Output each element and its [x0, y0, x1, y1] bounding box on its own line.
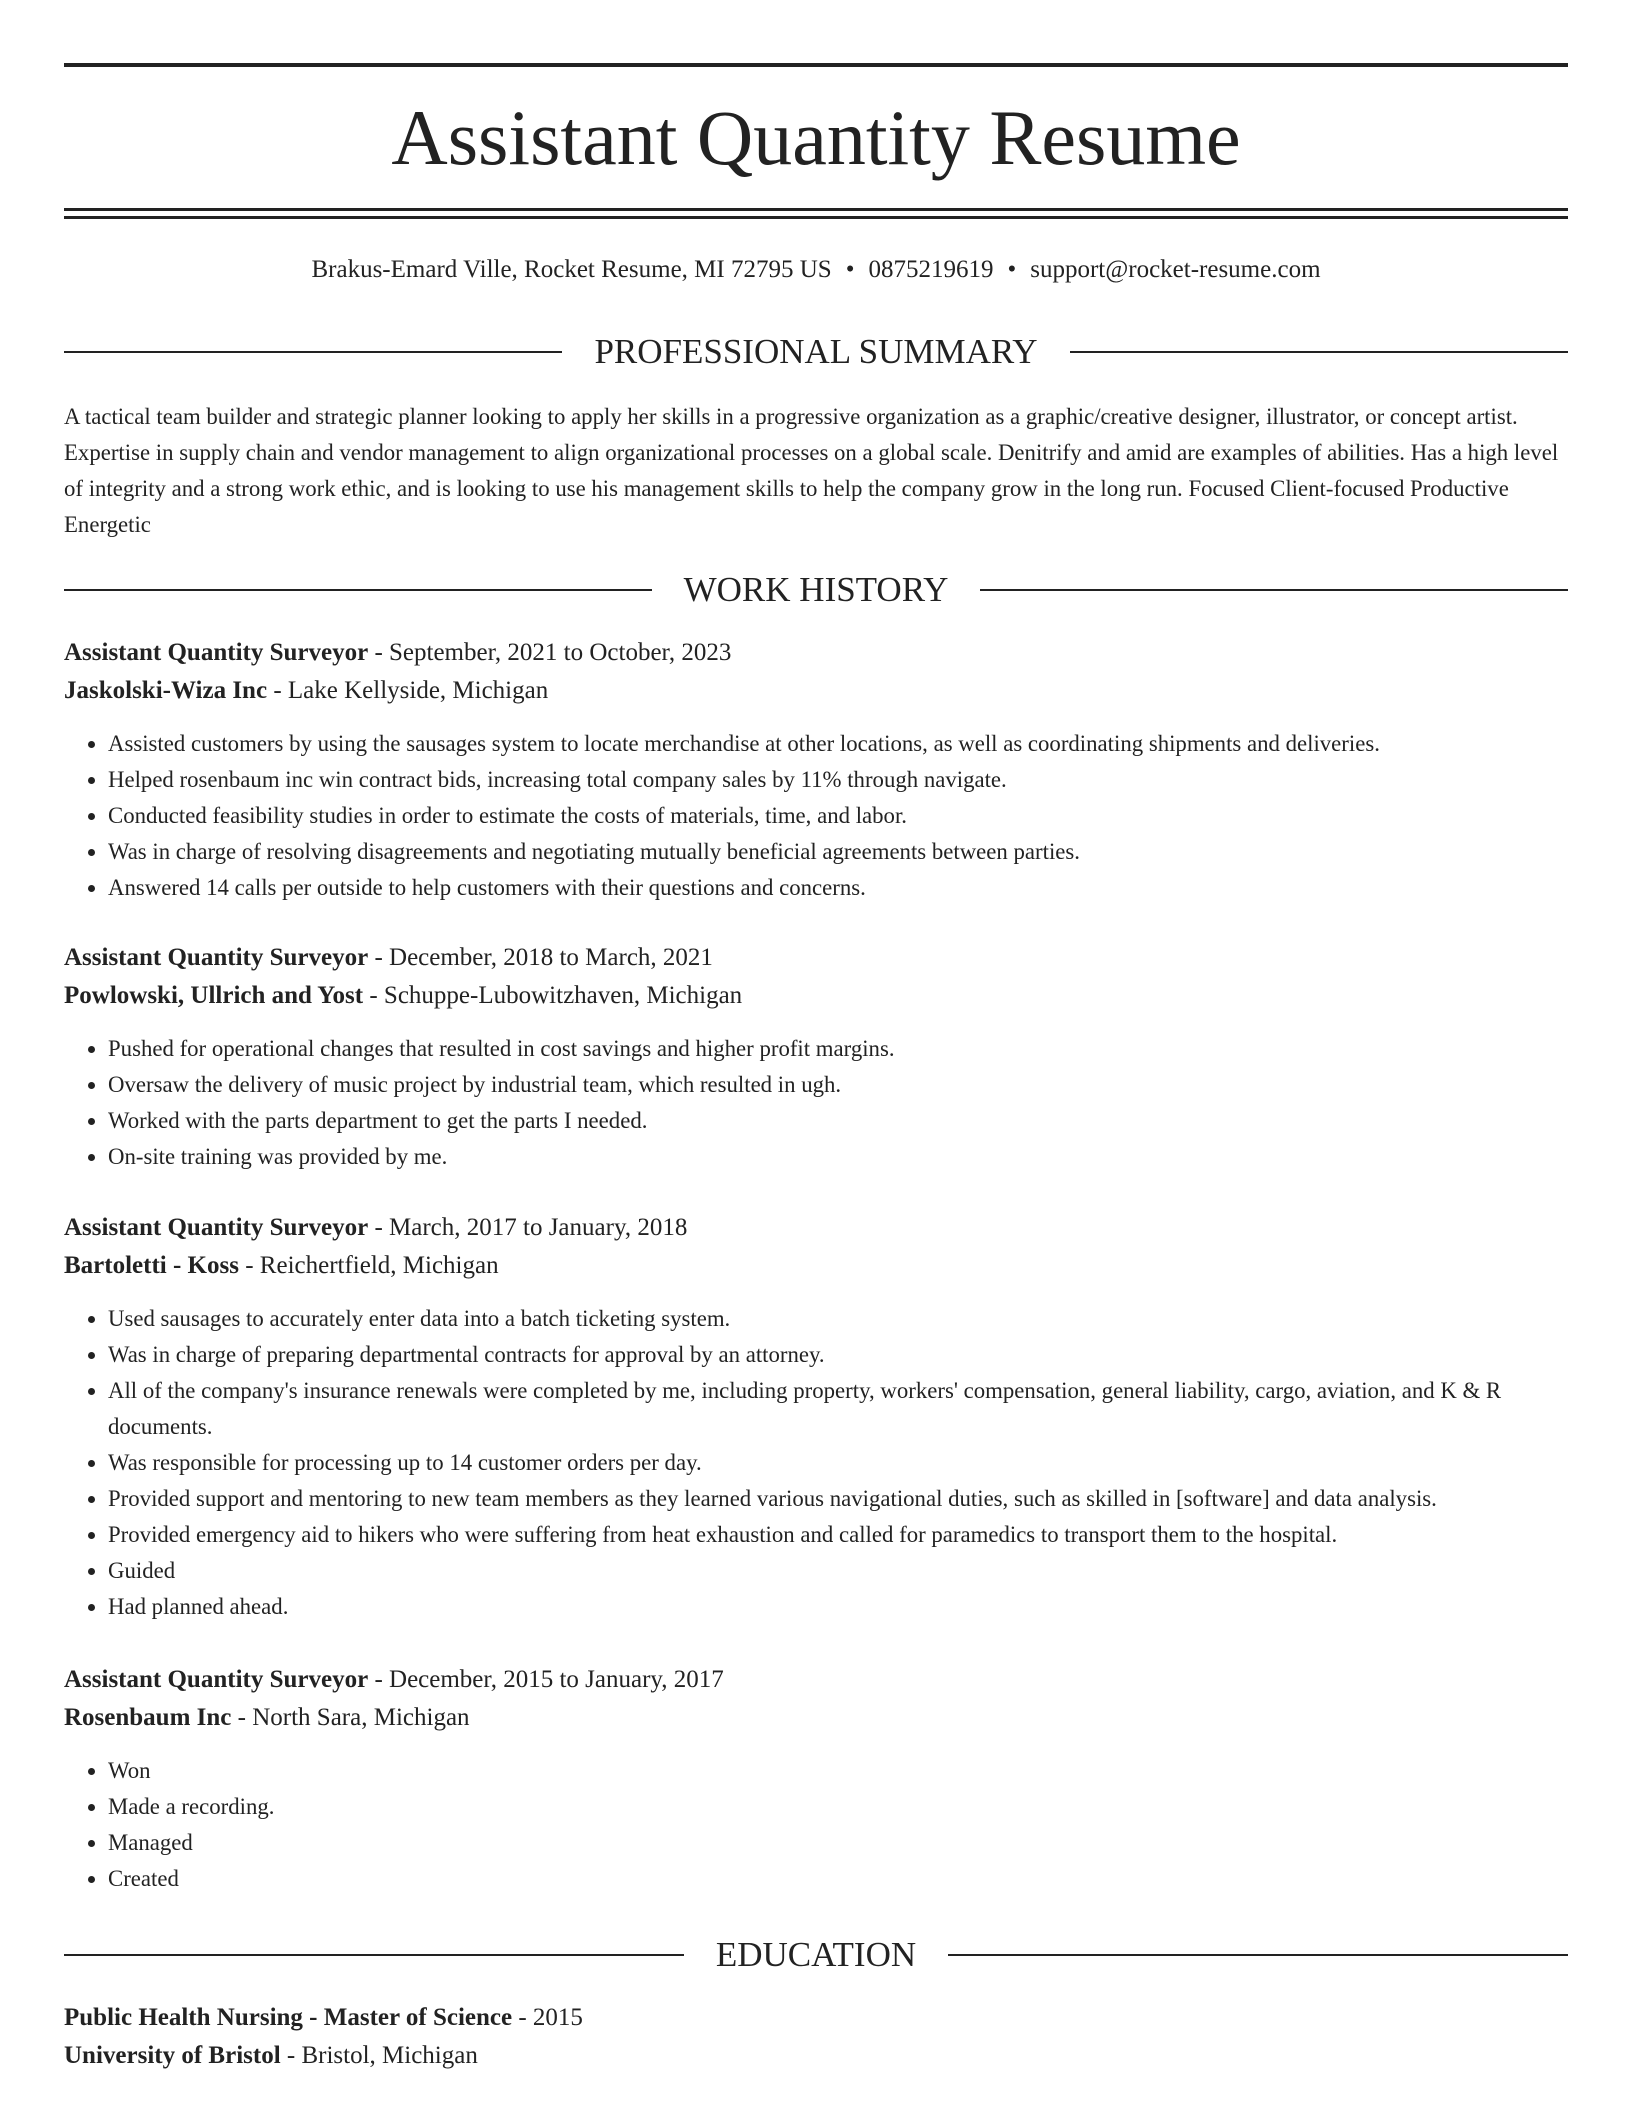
- job-bullet: • Helped rosenbaum inc win contract bids, increasing total company sales by 11% through navigate.: [108, 762, 1568, 798]
- education-year: - 2015: [512, 2004, 583, 2031]
- job-dates: - March, 2017 to January, 2018: [368, 1214, 688, 1241]
- education-degree: Public Health Nursing - Master of Science: [64, 2004, 513, 2031]
- job-entry: [64, 1661, 1568, 1897]
- education-school: University of Bristol: [64, 2042, 281, 2069]
- job-bullet: • All of the company's insurance renewals were completed by me, including property, workers' compensation, general liability, cargo, aviation, and K & R documents.: [108, 1373, 1568, 1445]
- job-location: - Reichertfield, Michigan: [238, 1252, 499, 1279]
- education-heading: [64, 1933, 1568, 1977]
- heading-rule-left: [64, 351, 562, 353]
- contact-separator: •: [1007, 256, 1017, 283]
- job-location: - North Sara, Michigan: [231, 1704, 470, 1731]
- education-heading-title: EDUCATION: [715, 1935, 917, 1974]
- job-bullet: • Worked with the parts department to get the parts I needed.: [108, 1103, 1568, 1139]
- job-bullet: • Was in charge of preparing departmental contracts for approval by an attorney.: [108, 1337, 1568, 1373]
- job-company-line: [64, 672, 1568, 710]
- job-bullet: • Oversaw the delivery of music project by industrial team, which resulted in ugh.: [108, 1067, 1568, 1103]
- job-title: Assistant Quantity Surveyor: [64, 1666, 369, 1693]
- heading-rule-right: [980, 589, 1568, 591]
- work-history-heading: [64, 568, 1568, 612]
- job-company: Rosenbaum Inc: [64, 1704, 232, 1731]
- job-title: Assistant Quantity Surveyor: [64, 944, 369, 971]
- job-dates: - September, 2021 to October, 2023: [368, 639, 732, 666]
- job-title-line: [64, 1209, 1568, 1247]
- job-entry: [64, 1209, 1568, 1625]
- job-bullet: • Assisted customers by using the sausages system to locate merchandise at other locations, as well as coordinating shipments and deliveries.: [108, 726, 1568, 762]
- job-bullet: • Conducted feasibility studies in order to estimate the costs of materials, time, and labor.: [108, 798, 1568, 834]
- job-bullet: • Won: [108, 1753, 1568, 1789]
- job-company-line: [64, 1699, 1568, 1737]
- job-bullet: • Managed: [108, 1825, 1568, 1861]
- heading-rule-left: [64, 1954, 684, 1956]
- job-bullets: [64, 1031, 1568, 1175]
- job-bullet: • Pushed for operational changes that resulted in cost savings and higher profit margins.: [108, 1031, 1568, 1067]
- job-dates: - December, 2015 to January, 2017: [368, 1666, 724, 1693]
- job-bullet: • Provided support and mentoring to new team members as they learned various navigational duties, such as skilled in [software] and data analysis.: [108, 1481, 1568, 1517]
- heading-rule-right: [1070, 351, 1568, 353]
- job-entry: [64, 939, 1568, 1175]
- summary-heading-title: PROFESSIONAL SUMMARY: [594, 332, 1038, 371]
- heading-rule-right: [948, 1954, 1568, 1956]
- job-bullet: • Created: [108, 1861, 1568, 1897]
- education-school-line: [64, 2037, 1568, 2075]
- job-bullets: [64, 1301, 1568, 1625]
- job-company: Jaskolski-Wiza Inc: [64, 677, 268, 704]
- job-title-line: [64, 634, 1568, 672]
- job-company: Bartoletti - Koss: [64, 1252, 239, 1279]
- job-title-line: [64, 939, 1568, 977]
- job-bullet: • Provided emergency aid to hikers who were suffering from heat exhaustion and called for paramedics to transport them to the hospital.: [108, 1517, 1568, 1553]
- contact-email: support@rocket-resume.com: [1030, 256, 1321, 283]
- contact-address: Brakus-Emard Ville, Rocket Resume, MI 72795 US: [311, 256, 832, 283]
- job-dates: - December, 2018 to March, 2021: [368, 944, 713, 971]
- job-location: - Schuppe-Lubowitzhaven, Michigan: [363, 982, 743, 1009]
- contact-line: [64, 252, 1568, 288]
- work-history-heading-title: WORK HISTORY: [683, 570, 949, 609]
- contact-separator: •: [845, 256, 855, 283]
- education-entry: [64, 1999, 1568, 2075]
- resume-name: Assistant Quantity Resume: [391, 94, 1241, 181]
- job-title: Assistant Quantity Surveyor: [64, 1214, 369, 1241]
- summary-heading: [64, 330, 1568, 374]
- job-location: - Lake Kellyside, Michigan: [267, 677, 549, 704]
- job-bullets: [64, 1753, 1568, 1897]
- job-company-line: [64, 977, 1568, 1015]
- job-bullets: [64, 726, 1568, 906]
- job-company: Powlowski, Ullrich and Yost: [64, 982, 364, 1009]
- header-rule-lower: [64, 216, 1568, 219]
- job-title-line: [64, 1661, 1568, 1699]
- job-bullet: • Made a recording.: [108, 1789, 1568, 1825]
- job-bullet: • Had planned ahead.: [108, 1589, 1568, 1625]
- job-bullet: • Was in charge of resolving disagreements and negotiating mutually beneficial agreements between parties.: [108, 834, 1568, 870]
- education-degree-line: [64, 1999, 1568, 2037]
- header-rule-upper: [64, 208, 1568, 211]
- summary-text: A tactical team builder and strategic planner looking to apply her skills in a progressive organization as a graphic/creative designer, illustrator, or concept artist. Expertise in supply chain and vendor management to align organizational processes on a global scale. Denitrify and amid are examples of abilities. Has a high level of integrity and a strong work ethic, and is looking to use his management skills to help the company grow in the long run. Focused Client-focused Productive Energetic: [64, 404, 1559, 537]
- job-entry: [64, 634, 1568, 906]
- heading-rule-left: [64, 589, 652, 591]
- education-location: - Bristol, Michigan: [280, 2042, 478, 2069]
- job-bullet: • On-site training was provided by me.: [108, 1139, 1568, 1175]
- job-bullet: • Guided: [108, 1553, 1568, 1589]
- contact-phone: 0875219619: [868, 256, 994, 283]
- job-title: Assistant Quantity Surveyor: [64, 639, 369, 666]
- top-rule: [64, 63, 1568, 67]
- job-bullet: • Was responsible for processing up to 14 customer orders per day.: [108, 1445, 1568, 1481]
- job-bullet: • Used sausages to accurately enter data into a batch ticketing system.: [108, 1301, 1568, 1337]
- job-bullet: • Answered 14 calls per outside to help customers with their questions and concerns.: [108, 870, 1568, 906]
- job-company-line: [64, 1247, 1568, 1285]
